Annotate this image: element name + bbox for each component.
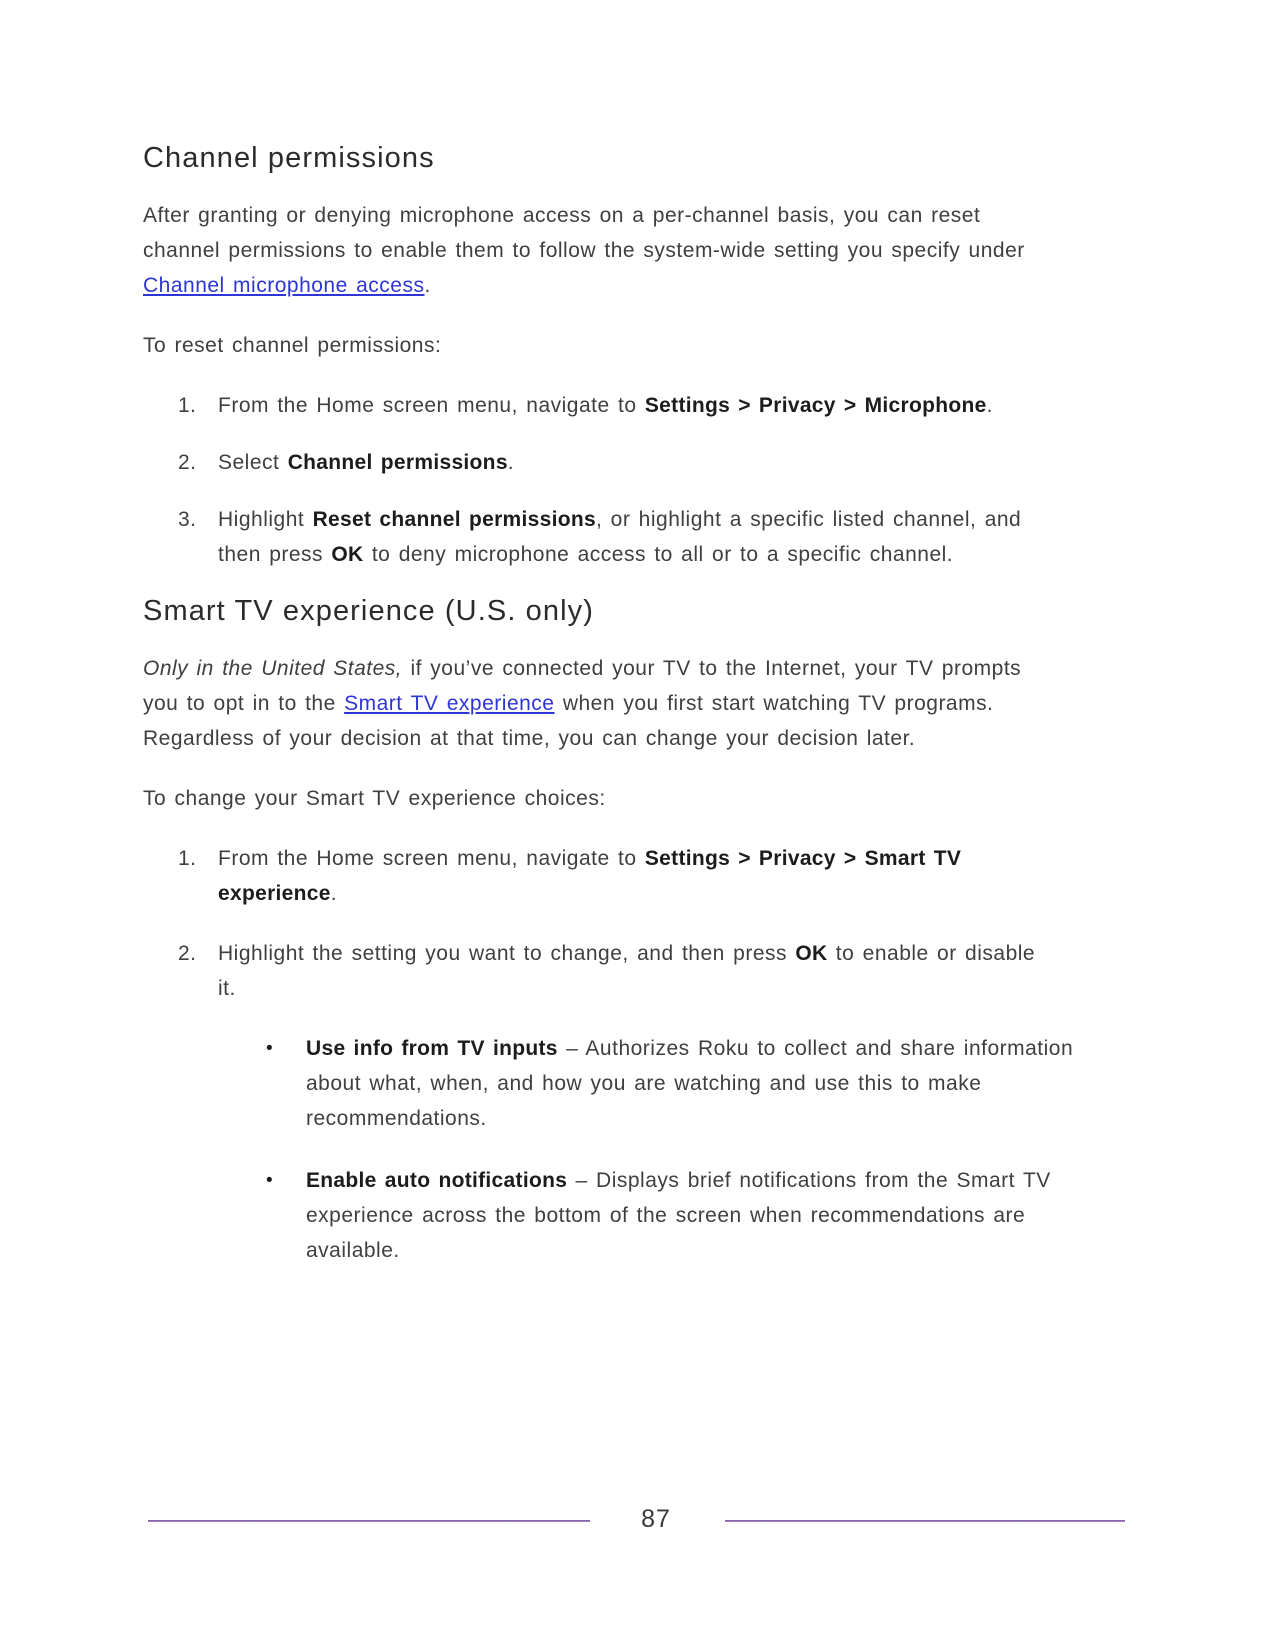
smart-tv-experience-link[interactable]: Smart TV experience — [344, 692, 555, 715]
list-item — [143, 841, 1075, 911]
text-run: From the Home screen menu, navigate to — [218, 394, 645, 417]
setting-name-bold: Use info from TV inputs — [306, 1037, 558, 1060]
text-run: if you’ve connected your TV to the Internet, your TV prompts you to opt in to the — [143, 657, 1022, 715]
section-heading-smart-tv-experience: Smart TV experience (U.S. only) — [143, 595, 594, 627]
reset-permissions-lead: To reset channel permissions: — [143, 334, 442, 357]
bullet-icon: • — [266, 1038, 274, 1059]
smart-tv-steps — [143, 841, 1075, 1006]
page-content — [143, 141, 1075, 1295]
text-run: . — [507, 451, 515, 474]
list-number: 1. — [178, 394, 197, 417]
menu-path-bold: Settings > Privacy > Microphone — [644, 394, 987, 417]
text-run: – Authorizes Roku to collect and share information about what, when, and how you are watching and use this to make recommendations. — [306, 1037, 1074, 1130]
text-run: . — [986, 394, 993, 417]
list-item-text — [306, 1163, 1076, 1268]
bullet-icon: • — [266, 1170, 274, 1191]
channel-permissions-intro-paragraph — [143, 198, 1055, 303]
ok-button-bold: OK — [331, 543, 364, 566]
text-run: – Displays brief notifications from the Smart TV experience across the bottom of the screen when recommendations are available. — [306, 1169, 1051, 1262]
footer-rule-right — [725, 1520, 1125, 1522]
page-number: 87 — [641, 1505, 671, 1533]
list-number: 1. — [178, 847, 197, 870]
text-run: After granting or denying microphone access on a per-channel basis, you can reset channel permissions to enable them to follow the system-wide setting you specify under — [143, 204, 1025, 262]
list-item — [143, 1031, 1075, 1136]
list-item-text — [218, 502, 1053, 572]
list-item — [143, 388, 1075, 423]
text-run: when you first start watching TV programs. Regardless of your decision at that time, you can change your decision later. — [143, 692, 994, 750]
list-number: 3. — [178, 508, 197, 531]
list-number: 2. — [178, 451, 197, 474]
list-item-text — [218, 388, 993, 423]
list-item — [143, 502, 1075, 572]
list-item — [143, 445, 1075, 480]
italic-run: Only in the United States, — [143, 657, 403, 680]
reset-permissions-steps — [143, 388, 1075, 572]
text-run: From the Home screen menu, navigate to — [218, 847, 645, 870]
setting-name-bold: Enable auto notifications — [306, 1169, 568, 1192]
list-number: 2. — [178, 942, 197, 965]
text-run: Highlight the setting you want to change, and then press — [218, 942, 796, 965]
smart-tv-intro-paragraph — [143, 651, 1055, 756]
section-heading-channel-permissions: Channel permissions — [143, 142, 435, 174]
menu-path-bold: Settings > Privacy > Smart TV experience — [218, 847, 962, 905]
list-item-text — [306, 1031, 1076, 1136]
text-run: Highlight — [218, 508, 313, 531]
text-run: . — [424, 274, 431, 297]
list-item — [143, 936, 1075, 1006]
ok-button-bold: OK — [795, 942, 828, 965]
option-bold: Channel permissions — [287, 451, 508, 474]
text-run: . — [330, 882, 338, 905]
page-footer — [0, 1502, 1275, 1542]
text-run: to enable or disable it. — [218, 942, 1036, 1000]
text-run: , or highlight a specific listed channel, and then press — [218, 508, 1022, 566]
smart-tv-lead: To change your Smart TV experience choices: — [143, 787, 606, 810]
list-item-text — [218, 445, 514, 480]
channel-microphone-access-link[interactable]: Channel microphone access — [143, 274, 425, 297]
text-run: to deny microphone access to all or to a specific channel. — [363, 543, 954, 566]
text-run: Select — [218, 451, 288, 474]
list-item-text — [218, 841, 1053, 911]
option-bold: Reset channel permissions — [312, 508, 596, 531]
list-item-text — [218, 936, 1053, 1006]
smart-tv-options-list — [143, 1031, 1075, 1268]
list-item — [143, 1163, 1075, 1268]
footer-rule-left — [148, 1520, 590, 1522]
